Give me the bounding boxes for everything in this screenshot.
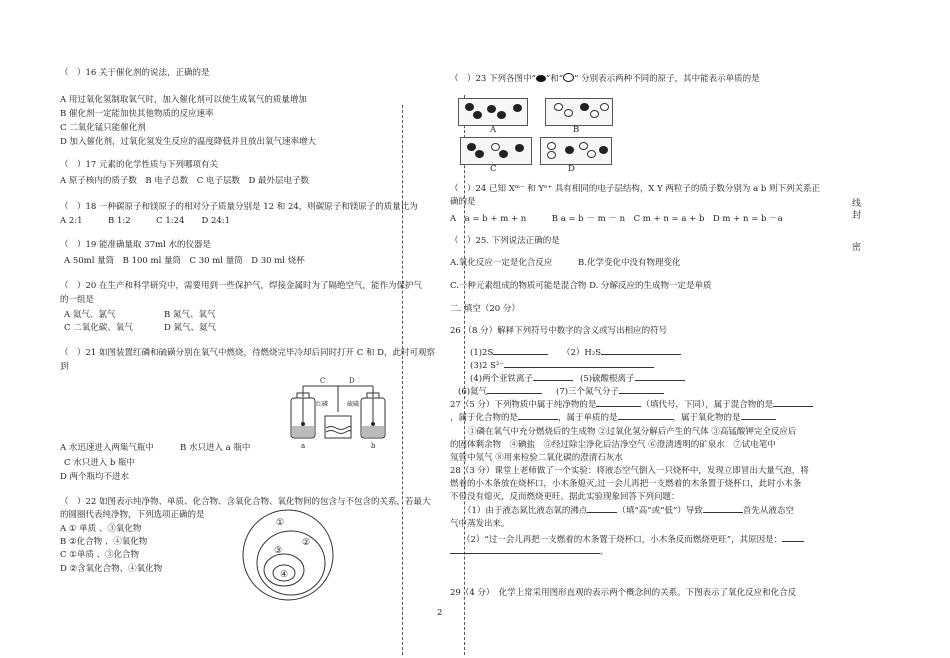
q26-item-5-label: (5)硫酸根离子 — [580, 374, 635, 384]
page-number: 2 — [437, 608, 443, 618]
q16-option-a: A 用过氧化氢制取氧气时，加入催化剂可以使生成氧气的质量增加 — [60, 95, 307, 105]
q22-option-b: B ②化合物 、④氧化物 — [60, 537, 148, 547]
q23-stem-post: ” 分别表示两种不同的原子，其中能表示单质的是 — [574, 74, 760, 84]
q26-blank-5[interactable] — [635, 380, 685, 381]
q28-line7 — [450, 547, 609, 558]
q28-line4-c: 首先从液态空 — [742, 506, 794, 516]
q24-options: A a = b + m + n B a = b － m － n C m + n = a + b D m + n = b －a — [450, 214, 783, 224]
q27-blank-mixture[interactable] — [773, 406, 813, 407]
binding-mark-feng: 封 — [852, 211, 862, 221]
q21-option-a: A 水迅速进入两集气瓶中 — [60, 443, 154, 453]
q20-option-d: D 氮气、氦气 — [164, 323, 217, 333]
q22-nested-circles-figure — [240, 507, 335, 602]
q27-line2-b: ，属于单质的是 — [558, 413, 618, 423]
q23-label-a: A — [490, 125, 497, 135]
q22-circle-label-2: ② — [302, 538, 311, 548]
q28-blank-reason-2[interactable] — [450, 553, 600, 554]
q26-blank-1[interactable] — [493, 354, 548, 355]
q23-stem-pre: （ ）23 下列各图中“ — [450, 74, 536, 84]
fold-line-left — [402, 105, 403, 655]
q27-line4: 的固体剩余物 ④碘盐 ⑤经过除尘净化后洁净空气 ⑥澄清透明的矿泉水 ⑦试电笔中 — [450, 440, 776, 450]
q20-stem-line2: 的一组是 — [60, 295, 95, 305]
q19-stem: （ ）19 能准确量取 37ml 水的仪器是 — [60, 240, 212, 250]
q22-stem-line2: 的圆圈代表纯净物，下列选项正确的是 — [60, 510, 205, 520]
q25-stem: （ ）25. 下列说法正确的是 — [450, 236, 560, 246]
q21-option-d: D 两个瓶均不进水 — [60, 472, 130, 482]
q26-blank-7[interactable] — [619, 393, 664, 394]
dark-atom-icon — [536, 75, 546, 82]
q28-line6-text: （2）“过一会儿再把一支燃着的木条置于烧杯口，小木条反而燃烧更旺”，其原因是： — [462, 535, 783, 545]
q26-item-1 — [470, 348, 548, 359]
q27-line1-a: 27（5 分）下列物质中属于纯净物的是 — [450, 400, 597, 410]
q20-option-b: B 氮气、氧气 — [164, 310, 216, 320]
q21-fig-label-a: a — [301, 442, 306, 450]
q21-fig-label-hongling: 红磷 — [316, 401, 329, 408]
q26-item-4 — [470, 374, 573, 385]
q28-line7-end: 。 — [600, 547, 609, 557]
q21-apparatus-figure — [285, 372, 390, 452]
q20-stem-line1: （ ）20 在生产和科学研究中，需要用到一些保护气，焊接金属时为了隔绝空气，能作为保护气 — [60, 281, 423, 291]
q21-fig-label-d: D — [349, 377, 355, 385]
q23-label-c: C — [490, 164, 497, 174]
q27-blank-pure[interactable] — [596, 406, 641, 407]
q26-item-7 — [556, 387, 664, 398]
q27-line2 — [450, 413, 776, 424]
q26-blank-6[interactable] — [487, 393, 542, 394]
q26-item-3 — [470, 361, 654, 372]
q24-stem-line2: 确的是 — [450, 197, 476, 207]
q28-line2: 燃着的小木条放在烧杯口，小木条熄灭,过一会儿再把一支燃着的木条置于烧杯口，此时小木条 — [450, 479, 802, 489]
q26-item-1-label: (1)2S — [470, 348, 494, 358]
q28-line6 — [462, 535, 804, 546]
q16-stem: （ ）16 关于催化剂的说法，正确的是 — [60, 68, 210, 78]
q28-line4-a: （1）由于液态氮比液态氧的沸点 — [463, 506, 588, 516]
q16-option-d: D 加入催化剂，过氧化氢发生反应的温度降低并且放出氧气速率增大 — [60, 137, 317, 147]
q29-stem: 29（4 分） 化学上常采用图形直观的表示两个概念间的关系。下图表示了氧化反应和化合反 — [450, 588, 797, 598]
q22-option-a: A ① 单质 、③氧化物 — [60, 524, 142, 534]
q25-option-a: A.氧化反应一定是化合反应 — [450, 258, 553, 268]
q23-box-b — [545, 98, 613, 126]
q24-stem-line1: （ ）24 已知 Xᵐ⁻ 和 Yⁿ⁺ 具有相同的电子层结构，X Y 两粒子的质子数分别为 a b 则下列关系正 — [450, 184, 821, 194]
binding-mark-xian: 线 — [852, 199, 862, 209]
q23-stem-mid: ”和“ — [545, 74, 564, 84]
q23-box-c — [460, 137, 532, 165]
q23-label-d: D — [568, 164, 575, 174]
q20-option-c: C 二氧化碳、氧气 — [64, 323, 133, 333]
q28-line1: 28（3 分）课堂上老师做了一个实验：将液态空气倒入一只烧杯中，发现立即冒出大量气泡，将 — [450, 466, 809, 476]
q22-stem-line1: （ ）22 如图表示纯净物、单质、化合物、含氧化合物、氧化物间的包含与不包含的关系，若最大 — [60, 497, 431, 507]
light-atom-icon — [563, 73, 574, 82]
fold-line-center — [464, 95, 465, 655]
q26-item-6 — [458, 387, 542, 398]
q22-circle-label-1: ① — [276, 518, 285, 528]
q21-stem-line1: （ ）21 如图装置红磷和硫磺分别在氧气中燃烧，待燃烧完毕冷却后同时打开 C 和 D，此时可观察 — [60, 348, 435, 358]
q27-line2-c: ，属于氧化物的是 — [672, 413, 741, 423]
q28-blank-boiling[interactable] — [587, 512, 617, 513]
q21-fig-label-c: C — [320, 377, 326, 385]
q27-blank-compound[interactable] — [518, 419, 558, 420]
q22-option-d: D ②含氧化合物、④氧化物 — [60, 564, 163, 574]
q16-option-b: B 催化剂一定能加快其他物质的反应速率 — [60, 109, 214, 119]
q21-option-c: C 水只进入 b 瓶中 — [64, 458, 136, 468]
q19-options: A 50ml 量筒 B 100 ml 量筒 C 30 ml 量筒 D 30 ml 烧杯 — [64, 256, 305, 266]
q26-item-6-label: (6)氦气 — [458, 387, 488, 397]
q28-blank-gas[interactable] — [703, 512, 743, 513]
q23-label-b: B — [573, 125, 580, 135]
q17-stem: （ ）17 元素的化学性质与下列哪项有关 — [60, 160, 219, 170]
q27-line2-a: ，属于化合物的是 — [450, 413, 519, 423]
q28-blank-reason-1[interactable] — [782, 541, 804, 542]
q26-item-2-label: （2）H₂S — [562, 348, 602, 358]
binding-mark-mi: 密 — [852, 243, 862, 253]
q26-item-2 — [562, 348, 681, 359]
q16-option-c: C 二氧化锰只能催化剂 — [60, 123, 146, 133]
q17-options: A 原子核内的质子数 B 电子总数 C 电子层数 D 最外层电子数 — [60, 176, 310, 186]
q26-blank-4[interactable] — [533, 380, 573, 381]
q27-line3: ①磷在氧气中充分燃烧后的生成物 ②过氧化氢分解后产生的气体 ③高锰酸钾完全反应后 — [468, 427, 797, 437]
q25-option-b: B.化学变化中没有物理变化 — [578, 258, 681, 268]
q21-option-b: B 水只进入 a 瓶中 — [180, 443, 251, 453]
q27-line5: 氖管中氖气 ⑧用来检验二氧化碳的澄清石灰水 — [450, 453, 623, 463]
q28-line4 — [463, 506, 794, 517]
q28-line4-b: （填“高”或“低”）导致 — [617, 506, 703, 516]
q21-fig-label-b: b — [371, 442, 376, 450]
q25-option-cd: C.一种元素组成的物质可能是混合物 D. 分解反应的生成物一定是单质 — [450, 281, 712, 291]
q28-line5: 气中蒸发出来。 — [450, 519, 510, 529]
q26-item-5 — [580, 374, 685, 385]
q27-blank-oxide[interactable] — [741, 419, 776, 420]
q28-line3: 不但没有熄灭，反而燃烧更旺。据此实验现象回答下列问题： — [450, 492, 680, 502]
section2-heading: 二. 填空（20 分） — [450, 304, 520, 314]
q23-box-d — [540, 137, 612, 165]
q18-stem: （ ）18 一种碳原子和镁原子的相对分子质量分别是 12 和 24，则碳原子和镁原子的质量比为 — [60, 202, 418, 212]
q18-options: A 2:1 B 1:2 C 1:24 D 24:1 — [60, 216, 231, 226]
q26-blank-2[interactable] — [601, 354, 681, 355]
q27-blank-element[interactable] — [618, 419, 673, 420]
q21-stem-line2: 到 — [60, 362, 69, 372]
q27-line1 — [450, 400, 813, 411]
q22-option-c: C ①单质 、③化合物 — [60, 550, 140, 560]
q23-box-a — [458, 98, 528, 126]
q26-item-3-label: (3)2 S²⁻ — [470, 361, 504, 371]
q26-item-4-label: (4)两个亚铁离子 — [470, 374, 534, 384]
q27-line1-b: （填代号，下同），属于混合物的是 — [641, 400, 774, 410]
q23-stem — [450, 73, 760, 85]
q26-item-7-label: (7)三个氮气分子 — [556, 387, 620, 397]
q26-blank-3[interactable] — [504, 367, 654, 368]
q20-option-a: A 氦气、氯气 — [64, 310, 116, 320]
q21-fig-label-liuhuang: 硫磺 — [347, 401, 360, 408]
q22-circle-label-3: ③ — [274, 546, 283, 556]
q22-circle-label-4: ④ — [280, 570, 289, 580]
q26-stem: 26 （8 分）解释下列符号中数字的含义或写出相应的符号 — [450, 326, 668, 336]
